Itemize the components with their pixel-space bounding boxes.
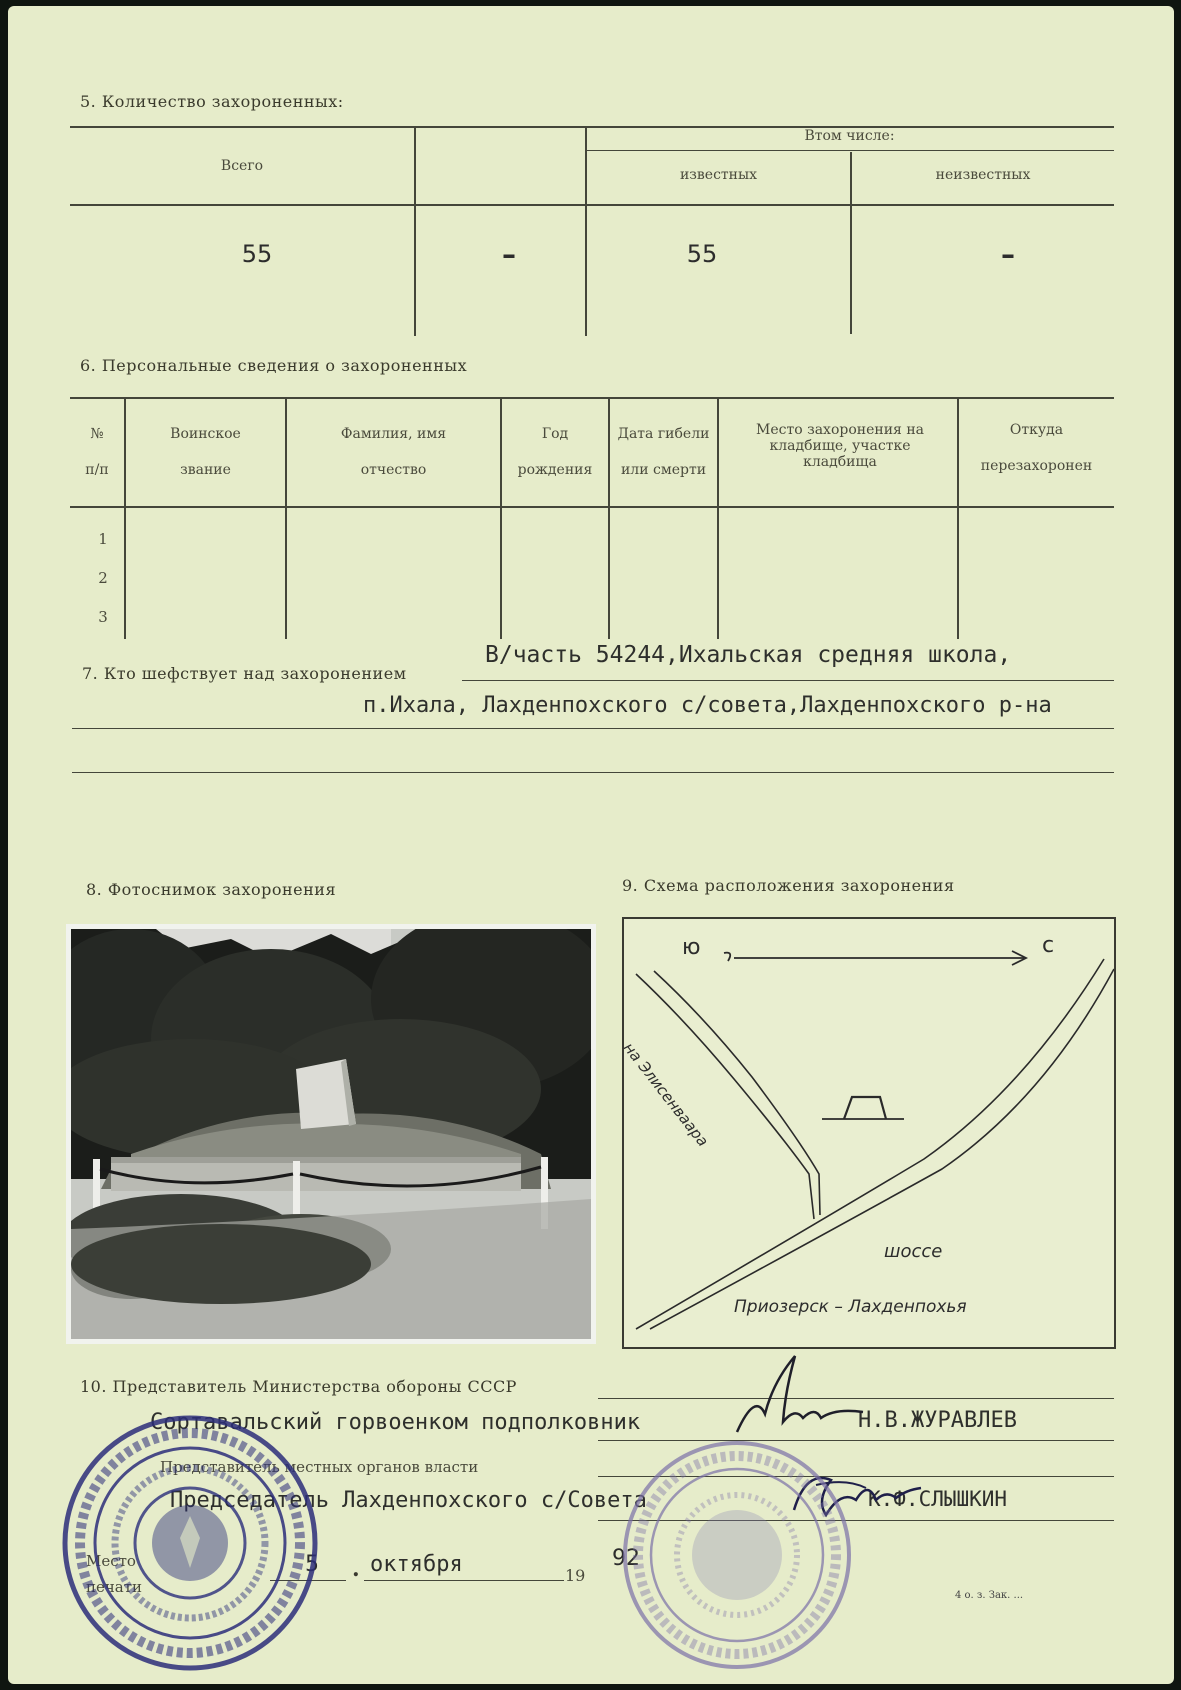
hdr-date-2: или смерти: [620, 462, 707, 478]
hdr-rank-2: звание: [180, 462, 231, 478]
fill-line: [462, 680, 1114, 681]
col-unknown-header: неизвестных: [935, 167, 1031, 183]
hdr-rank-1: Воинское: [170, 426, 241, 442]
date-year-suffix: 92: [612, 1546, 640, 1571]
hdr-date-1: Дата гибели: [617, 426, 710, 442]
hdr-from-2: перезахоронен: [980, 458, 1093, 474]
hdr-num-1: №: [90, 426, 104, 442]
location-scheme: [619, 917, 1116, 1349]
hdr-name-1: Фамилия, имя: [340, 426, 447, 442]
mod-representative: Сортавальский горвоенком подполковник: [150, 1410, 641, 1435]
print-footnote: 4 о. з. Зак. ...: [955, 1590, 1024, 1601]
signature-1: [725, 1352, 865, 1442]
section5-title: 5. Количество захороненных:: [80, 92, 344, 111]
row-number: 3: [98, 608, 108, 626]
village-council-seal: [50, 1408, 330, 1678]
hdr-name-2: отчество: [360, 462, 427, 478]
seal-word-label: печати: [86, 1578, 143, 1596]
section8-title: 8. Фотоснимок захоронения: [86, 880, 337, 899]
route-label: Приозерск – Лахденпохья: [734, 1297, 967, 1317]
section10-label: 10. Представитель Министерства обороны СССР: [80, 1377, 517, 1396]
date-year-prefix: 19: [565, 1566, 586, 1585]
hdr-year-1: Год: [541, 426, 569, 442]
value-known: 55: [686, 240, 718, 268]
hdr-place: Место захоронения на кладбище, участке кладбища: [755, 422, 925, 470]
north-label: с: [1042, 933, 1055, 958]
hdr-num-2: п/п: [85, 462, 109, 478]
mod-name: Н.В.ЖУРАВЛЕВ: [858, 1408, 1017, 1433]
value-unknown: –: [1001, 238, 1015, 271]
row-number: 2: [98, 569, 108, 587]
local-representative: Председатель Лахденпохского с/Совета: [170, 1488, 647, 1513]
value-total: 55: [241, 240, 273, 268]
fill-line: [364, 1580, 564, 1581]
seal-place-label: Место: [86, 1552, 136, 1570]
row-number: 1: [98, 530, 108, 548]
hdr-from-1: Откуда: [1009, 422, 1064, 438]
col-including-header: Втом числе:: [804, 128, 895, 144]
military-office-seal: [612, 1430, 862, 1680]
section6-title: 6. Персональные сведения о захороненных: [80, 356, 468, 375]
local-name: К.Ф.СЛЫШКИН: [868, 1487, 1008, 1511]
fill-line: [72, 772, 1114, 773]
date-day: 5: [305, 1552, 319, 1577]
burial-photo: [66, 924, 596, 1344]
highway-label: шоссе: [884, 1241, 943, 1262]
patron-line-2: п.Ихала, Лахденпохского с/совета,Лахденпохского р-на: [363, 693, 1052, 718]
patron-line-1: В/часть 54244,Ихальская средняя школа,: [485, 642, 1012, 668]
value-blank: –: [502, 238, 516, 271]
section7-label: 7. Кто шефствует над захоронением: [82, 664, 407, 683]
date-month: октября: [370, 1552, 463, 1577]
fill-line: [72, 728, 1114, 729]
side-road-label: на Элисенваара: [619, 1039, 713, 1150]
col-known-header: известных: [679, 167, 758, 183]
hdr-year-2: рождения: [517, 462, 593, 478]
section9-title: 9. Схема расположения захоронения: [622, 876, 955, 895]
photo-image: [71, 929, 591, 1339]
col-total-header: Всего: [220, 158, 264, 174]
south-label: ю: [682, 935, 701, 960]
local-authority-label: Представитель местных органов власти: [160, 1458, 479, 1476]
